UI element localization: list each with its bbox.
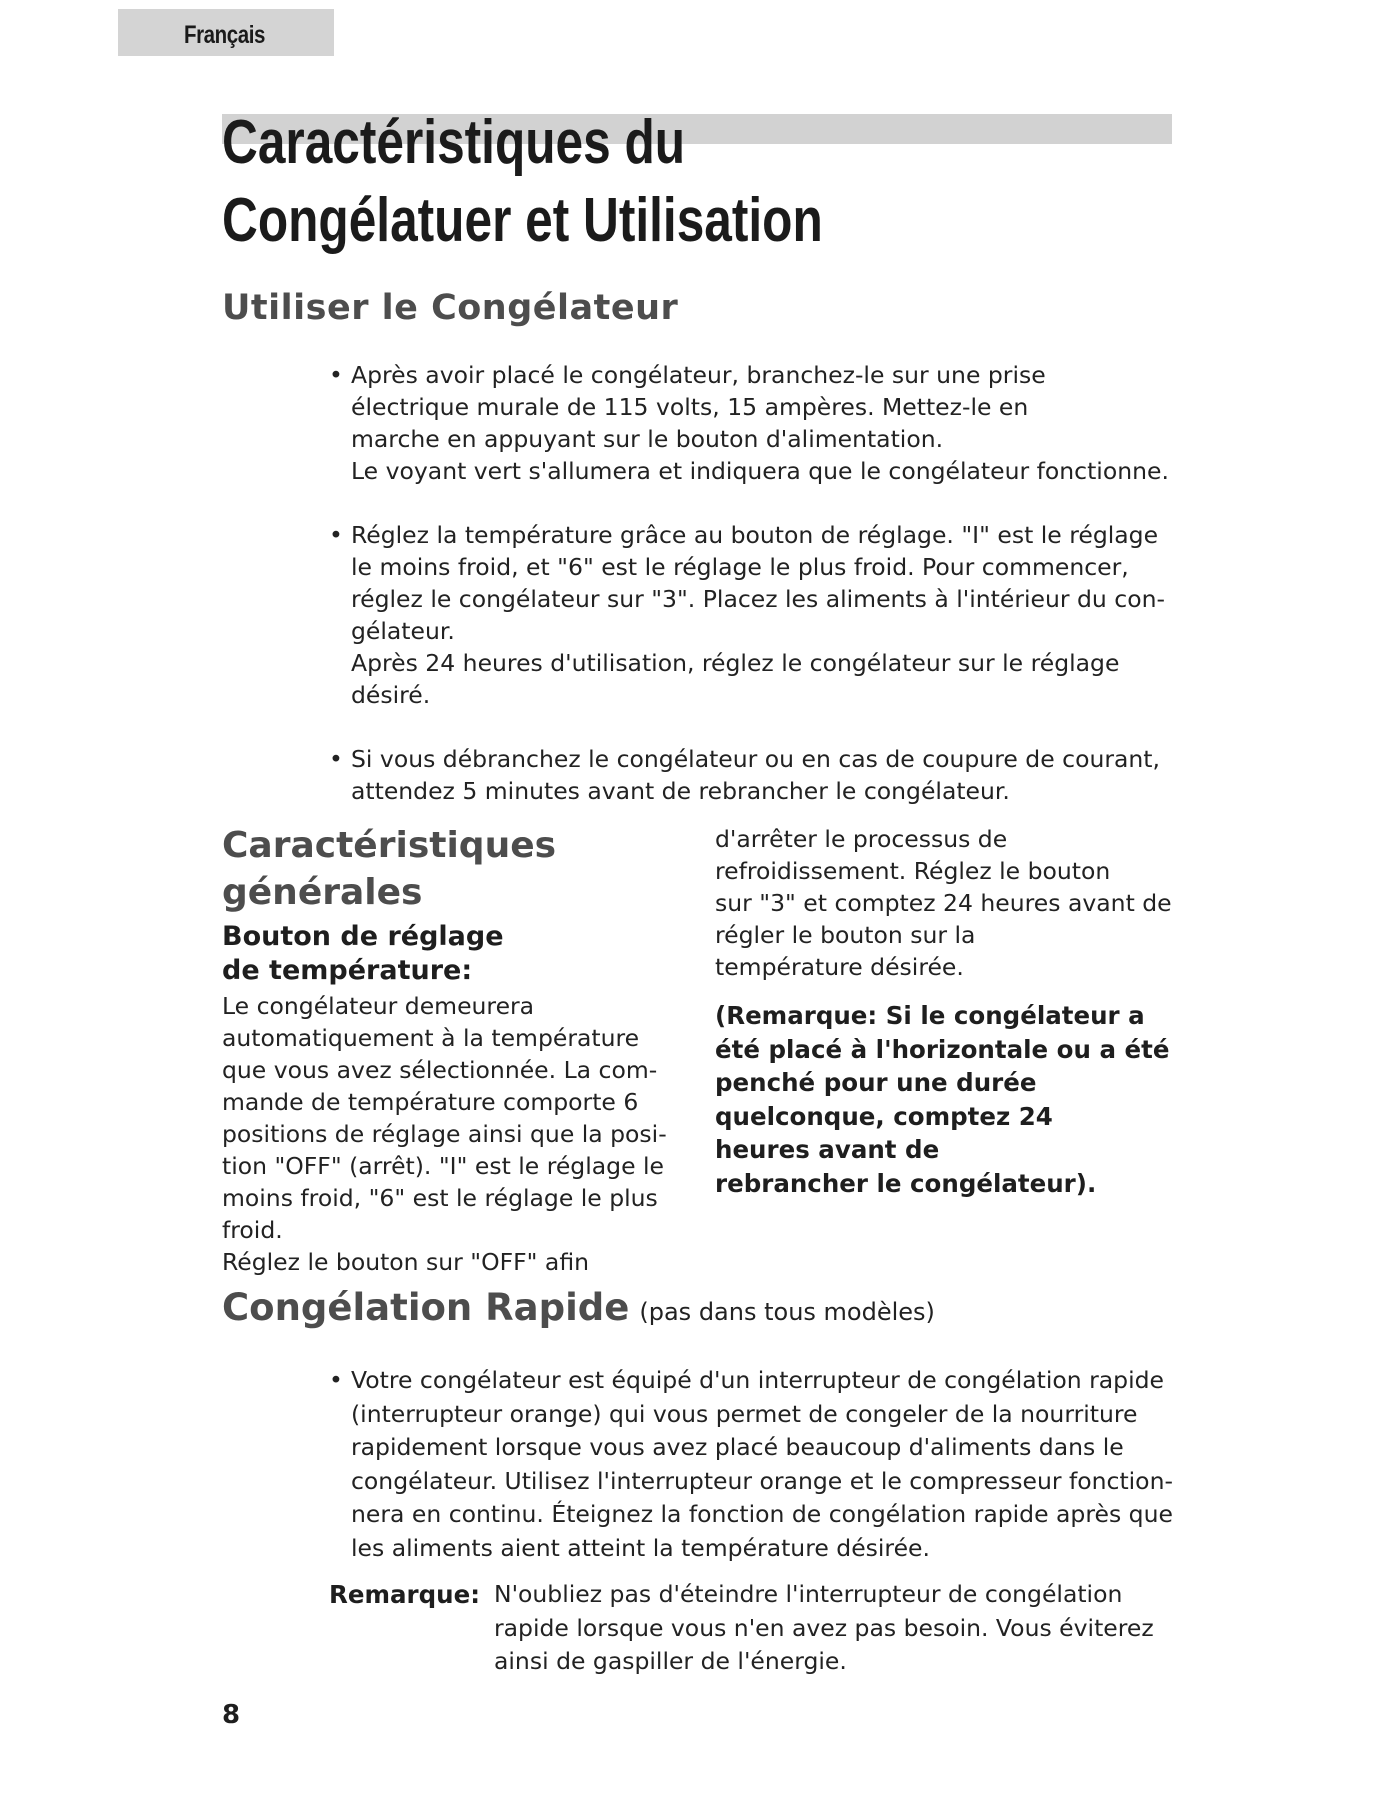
subheading-temperature-knob: Bouton de réglage de température: bbox=[222, 921, 504, 986]
features-right-column bbox=[715, 823, 1185, 1200]
section-heading-using: Utiliser le Congélateur bbox=[222, 288, 679, 328]
page-number: 8 bbox=[222, 1700, 241, 1730]
section-heading-rapid bbox=[222, 1286, 935, 1329]
using-bullet-list bbox=[329, 359, 1199, 807]
section-heading-features: Caractéristiques générales bbox=[222, 825, 557, 913]
rapid-bullet-list bbox=[329, 1364, 1209, 1565]
features-remark: (Remarque: Si le congélateur a été placé à l'horizontale ou a été penché pour une durée quelconque, comptez 24 heures avant de rebrancher le congélateur). bbox=[715, 1001, 1170, 1198]
page-title-line1: Caractéristiques du bbox=[222, 108, 686, 177]
language-tab-label: Français bbox=[184, 21, 266, 49]
rapid-heading-title: Congélation Rapide bbox=[222, 1286, 630, 1329]
rapid-note-text: N'oubliez pas d'éteindre l'interrupteur de congélation rapide lorsque vous n'en avez pas besoin. Vous éviterez ainsi de gaspiller de l'énergie. bbox=[494, 1580, 1154, 1675]
features-left-column bbox=[222, 822, 682, 1278]
rapid-heading-note: (pas dans tous modèles) bbox=[639, 1298, 935, 1326]
rapid-bullet: • Votre congélateur est équipé d'un interrupteur de congélation rapide (interrupteur orange) qui vous permet de congeler de la nourriture rapidement lorsque vous avez placé beaucoup d'aliments dans le congélateur. Utilisez l'interrupteur orange et le compresseur fonction- nera en continu. Éteignez la fonction de congélation rapide après que les aliments aient atteint la température désirée. bbox=[329, 1364, 1209, 1565]
using-bullet-1: • Après avoir placé le congélateur, branchez-le sur une prise électrique murale de 115 volts, 15 ampères. Mettez-le en marche en appuyant sur le bouton d'alimentation. Le voyant vert s'allumera et indiquera que le congélateur fonctionne. bbox=[329, 359, 1199, 487]
using-bullet-2: • Réglez la température grâce au bouton de réglage. "I" est le réglage le moins froid, et "6" est le réglage le plus froid. Pour commencer, réglez le congélateur sur "3". Placez les aliments à l'intérieur du con- gélateur. Après 24 heures d'utilisation, réglez le congélateur sur le réglage désiré. bbox=[329, 519, 1199, 711]
rapid-note-label: Remarque: bbox=[329, 1580, 481, 1609]
using-bullet-3: • Si vous débranchez le congélateur ou en cas de coupure de courant, attendez 5 minutes avant de rebrancher le congélateur. bbox=[329, 743, 1199, 807]
page-title bbox=[222, 104, 823, 260]
language-tab bbox=[118, 9, 334, 56]
page-title-line2: Congélatuer et Utilisation bbox=[222, 186, 823, 255]
features-right-text: d'arrêter le processus de refroidissement. Réglez le bouton sur "3" et comptez 24 heures avant de régler le bouton sur la température désirée. bbox=[715, 825, 1172, 981]
features-left-text: Le congélateur demeurera automatiquement à la température que vous avez sélectionnée. La com- mande de température comporte 6 positions de réglage ainsi que la posi- tion "OFF" (arrêt). "I" est le réglage le moins froid, "6" est le réglage le plus froid. Réglez le bouton sur "OFF" afin bbox=[222, 992, 667, 1276]
